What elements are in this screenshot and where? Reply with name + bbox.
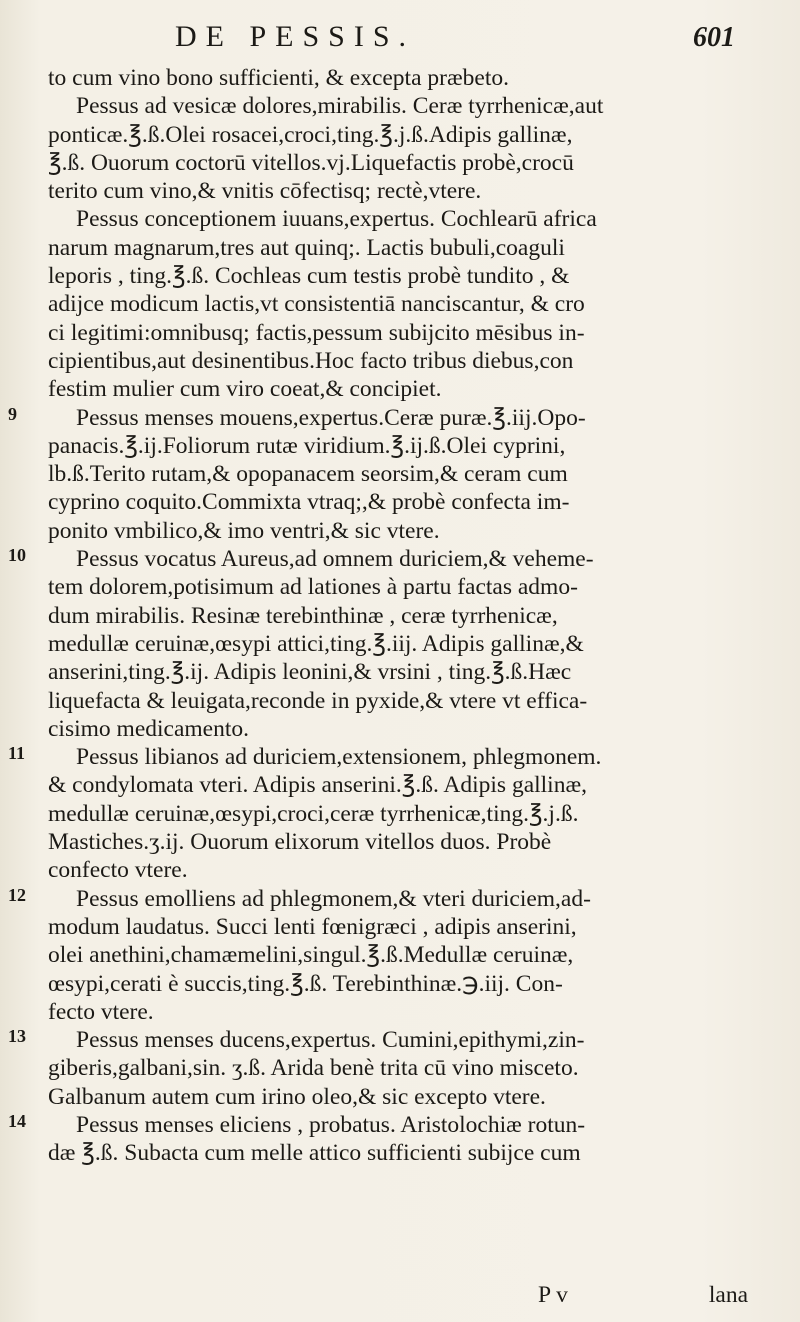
page-header xyxy=(175,20,735,60)
paragraph-number: 10 xyxy=(8,545,26,566)
text-line: confecto vtere. xyxy=(48,857,188,884)
text-line: & condylomata vteri. Adipis anserini.℥.ß. Adipis gallinæ, xyxy=(48,772,588,799)
text-line: Pessus menses ducens,expertus. Cumini,epithymi,zin- xyxy=(76,1027,585,1054)
text-line: cisimo medicamento. xyxy=(48,715,250,742)
page-number: 601 xyxy=(693,22,735,53)
text-line: tem dolorem,potisimum ad lationes à partu factas admo- xyxy=(48,574,578,601)
catchword: lana xyxy=(708,1282,748,1308)
paragraph xyxy=(8,1026,748,1111)
text-line: terito cum vino,& vnitis cōfectisq; rectè,vtere. xyxy=(48,178,482,205)
text-line: narum magnarum,tres aut quinq;. Lactis bubuli,coaguli xyxy=(48,234,565,261)
text-line: panacis.℥.ij.Foliorum rutæ viridium.℥.ij.ß.Olei cyprini, xyxy=(48,432,566,459)
signature-mark: P v xyxy=(538,1282,568,1308)
text-line: dæ ℥.ß. Subacta cum melle attico sufficienti subijce cum xyxy=(48,1140,581,1167)
text-line: ponito vmbilico,& imo ventri,& sic vtere. xyxy=(48,517,440,544)
text-line: Mastiches.ʒ.ij. Ouorum elixorum vitellos duos. Probè xyxy=(48,829,552,856)
body-text xyxy=(8,64,748,1168)
text-line: modum laudatus. Succi lenti fœnigræci , adipis anserini, xyxy=(48,913,577,940)
text-line: fecto vtere. xyxy=(48,998,154,1025)
text-line: to cum vino bono sufficienti, & excepta præbeto. xyxy=(48,65,509,91)
paragraph xyxy=(8,545,748,743)
text-line: Pessus libianos ad duriciem,extensionem, phlegmonem. xyxy=(76,744,602,771)
text-line: dum mirabilis. Resinæ terebinthinæ , ceræ tyrrhenicæ, xyxy=(48,602,558,629)
text-line: ponticæ.℥.ß.Olei rosacei,croci,ting.℥.j.ß.Adipis gallinæ, xyxy=(48,121,573,148)
paragraph xyxy=(8,1110,748,1168)
text-line: Pessus menses eliciens , probatus. Aristolochiæ rotun- xyxy=(76,1111,586,1138)
paragraph-number: 11 xyxy=(8,743,26,764)
text-line: medullæ ceruinæ,œsypi attici,ting.℥.iij. Adipis gallinæ,& xyxy=(48,630,584,657)
text-line: Pessus emolliens ad phlegmonem,& vteri duriciem,ad- xyxy=(76,885,591,912)
text-line: œsypi,cerati è succis,ting.℥.ß. Terebinthinæ.℈.iij. Con- xyxy=(48,970,563,997)
paragraph-number: 12 xyxy=(8,884,26,905)
paragraph-number: 9 xyxy=(8,403,17,424)
text-line: Pessus conceptionem iuuans,expertus. Cochlearū africa xyxy=(76,206,597,233)
paragraph xyxy=(8,884,748,1026)
text-line: medullæ ceruinæ,œsypi,croci,ceræ tyrrhenicæ,ting.℥.j.ß. xyxy=(48,800,579,827)
text-line: liquefacta & leuigata,reconde in pyxide,& vtere vt effica- xyxy=(48,687,588,714)
page-footer xyxy=(48,1282,748,1310)
text-line: adijce modicum lactis,vt consistentiā nanciscantur, & cro xyxy=(48,291,585,318)
text-line: cipientibus,aut desinentibus.Hoc facto tribus diebus,con xyxy=(48,347,574,374)
paragraph xyxy=(8,403,748,545)
paragraph-number: 14 xyxy=(8,1110,26,1131)
running-title: DE PESSIS. xyxy=(175,20,416,53)
text-line: giberis,galbani,sin. ʒ.ß. Arida benè trita cū vino misceto. xyxy=(48,1055,579,1082)
text-line: festim mulier cum viro coeat,& concipiet. xyxy=(48,376,442,403)
text-line: lb.ß.Terito rutam,& opopanacem seorsim,& ceram cum xyxy=(48,461,568,488)
paragraph xyxy=(48,92,748,205)
paragraph-number: 13 xyxy=(8,1026,26,1047)
text-line: Pessus menses mouens,expertus.Ceræ puræ.℥.iij.Opo- xyxy=(76,404,586,431)
text-line: ci legitimi:omnibusq; factis,pessum subijcito mēsibus in- xyxy=(48,319,585,346)
text-line: cyprino coquito.Commixta vtraq;,& probè confecta im- xyxy=(48,489,570,516)
text-line: anserini,ting.℥.ij. Adipis leonini,& vrsini , ting.℥.ß.Hæc xyxy=(48,659,572,686)
text-line: ℥.ß. Ouorum coctorū vitellos.vj.Liquefactis probè,crocū xyxy=(48,149,574,176)
text-line: Pessus vocatus Aureus,ad omnem duriciem,& veheme- xyxy=(76,546,594,573)
text-line: olei anethini,chamæmelini,singul.℥.ß.Medullæ ceruinæ, xyxy=(48,942,574,969)
paragraph xyxy=(8,743,748,884)
text-line: Pessus ad vesicæ dolores,mirabilis. Ceræ tyrrhenicæ,aut xyxy=(76,93,604,120)
text-line: Galbanum autem cum irino oleo,& sic excepto vtere. xyxy=(48,1083,546,1110)
paragraph xyxy=(48,64,748,92)
paragraph xyxy=(48,205,748,403)
text-line: leporis , ting.℥.ß. Cochleas cum testis probè tundito , & xyxy=(48,263,570,290)
